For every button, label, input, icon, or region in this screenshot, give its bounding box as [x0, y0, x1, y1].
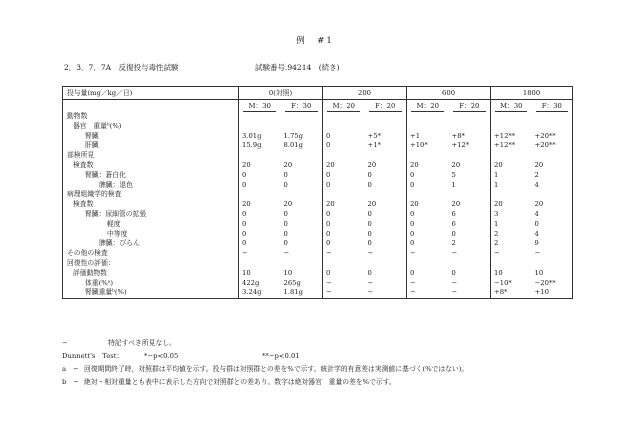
table-cell [239, 259, 281, 269]
row-label: 腎臓：尿細管の拡張 [85, 209, 147, 218]
table-cell: 6 [451, 209, 456, 218]
table-cell: 20 [491, 200, 532, 210]
table-cell [407, 259, 449, 269]
table-cell: +1* [367, 141, 381, 150]
table-cell: +12** [491, 132, 532, 142]
table-cell: 0 [451, 268, 456, 277]
table-cell: 10 [283, 268, 293, 277]
table-cell [449, 190, 491, 200]
table-row [63, 171, 573, 181]
row-label: 回復性の評価： [67, 258, 115, 267]
table-cell: − [239, 249, 281, 259]
row-label: 部検所見 [67, 151, 95, 160]
sex-count-header: F：20 [453, 102, 486, 112]
table-cell: 20 [323, 161, 365, 171]
table-cell: +20** [534, 131, 556, 140]
table-cell [491, 112, 532, 122]
toxicity-table [62, 86, 573, 299]
sex-count-header: M：30 [495, 102, 527, 112]
table-cell: 1 [451, 180, 456, 189]
table-cell: 20 [283, 160, 293, 169]
row-label: 病理組織学的検査 [67, 190, 122, 199]
table-cell: 20 [451, 160, 461, 169]
group-header: 200 [323, 87, 407, 100]
table-cell: +10* [407, 141, 449, 151]
table-cell: 0 [323, 220, 365, 230]
table-cell [532, 190, 573, 200]
row-label: 評価動物数 [73, 268, 107, 277]
table-cell: − [367, 249, 374, 258]
table-cell: 15.9g [239, 141, 281, 151]
group-header: 1800 [491, 87, 573, 100]
table-row [63, 288, 573, 298]
table-cell: 3.01g [239, 132, 281, 142]
table-cell: 2 [451, 239, 456, 248]
sex-count-header: F：20 [369, 102, 402, 112]
table-cell: 0 [367, 209, 372, 218]
study-number: 試験番号.94214 (続き) [255, 63, 340, 72]
table-cell: 0 [323, 210, 365, 220]
table-cell [532, 122, 573, 132]
table-cell: 3 [491, 210, 532, 220]
table-cell [407, 190, 449, 200]
sex-header-row [63, 100, 573, 113]
table-cell: − [365, 288, 407, 298]
table-cell: 0 [407, 239, 449, 249]
table-row [63, 210, 573, 220]
table-cell: 20 [534, 160, 544, 169]
table-cell [365, 151, 407, 161]
table-cell: 0 [283, 170, 288, 179]
table-cell: +12** [491, 141, 532, 151]
dose-label: 投与量(mg／kg／日) [63, 87, 239, 100]
table-row [63, 181, 573, 191]
table-row [63, 151, 573, 161]
table-cell: 0 [239, 210, 281, 220]
table-cell: 0 [323, 132, 365, 142]
table-cell [323, 151, 365, 161]
table-cell: − [449, 288, 491, 298]
table-cell: 0 [534, 219, 539, 228]
table-cell: 20 [407, 161, 449, 171]
row-label: 検査数 [73, 160, 94, 169]
table-cell [239, 122, 281, 132]
table-row [63, 279, 573, 289]
table-cell: − [323, 288, 365, 298]
group-header: 600 [407, 87, 491, 100]
row-label: 腎臓重量ᵇ(%) [63, 288, 239, 298]
table-cell: 10 [534, 268, 544, 277]
table-cell: 20 [407, 200, 449, 210]
table-cell: 2 [534, 170, 539, 179]
table-cell [323, 190, 365, 200]
sex-count-header: F：30 [285, 102, 318, 112]
table-cell: 0 [239, 181, 281, 191]
table-cell: 4 [534, 229, 539, 238]
row-label: その他の検査 [67, 249, 108, 258]
table-cell [491, 259, 532, 269]
table-cell [491, 151, 532, 161]
table-cell: − [451, 249, 458, 258]
table-cell: 0 [367, 219, 372, 228]
table-cell: 0 [239, 171, 281, 181]
table-cell: 265g [283, 278, 301, 287]
table-cell: +8* [451, 131, 465, 140]
table-cell [407, 151, 449, 161]
table-cell: 0 [283, 219, 288, 228]
table-cell [239, 190, 281, 200]
table-cell: 0 [407, 230, 449, 240]
table-row [63, 230, 573, 240]
table-cell [532, 259, 573, 269]
table-cell: 10 [239, 269, 281, 279]
table-cell: 1.75g [283, 131, 303, 140]
table-cell: 0 [323, 269, 365, 279]
table-cell: 0 [367, 239, 372, 248]
table-cell: 2 [491, 239, 532, 249]
table-cell: 0 [407, 171, 449, 181]
table-cell: 0 [367, 170, 372, 179]
table-cell [323, 112, 365, 122]
table-cell [323, 259, 365, 269]
table-cell: 10 [491, 269, 532, 279]
table-cell: 8.01g [283, 141, 303, 150]
table-cell [281, 190, 323, 200]
table-cell [365, 190, 407, 200]
table-cell [449, 259, 491, 269]
table-cell [449, 122, 491, 132]
table-cell: 2 [491, 230, 532, 240]
table-row [63, 132, 573, 142]
table-cell: − [283, 249, 290, 258]
table-cell: − [407, 279, 449, 289]
row-label: 脾臓：びらん [99, 239, 140, 248]
footnotes [62, 337, 468, 389]
table-cell [449, 112, 491, 122]
table-cell: − [491, 249, 532, 259]
table-cell: 0 [283, 239, 288, 248]
table-cell [449, 151, 491, 161]
table-cell: +10 [532, 288, 573, 298]
table-cell: 3.24g [239, 288, 281, 298]
table-cell: 422g [239, 279, 281, 289]
table-cell: +12* [451, 141, 470, 150]
sex-count-header: F：30 [536, 102, 568, 112]
table-cell: +20** [534, 141, 556, 150]
table-cell: 0 [323, 141, 365, 151]
table-cell [407, 122, 449, 132]
table-cell [281, 259, 323, 269]
row-label: 腎臓：蒼白化 [85, 170, 126, 179]
table-cell: 0 [367, 180, 372, 189]
table-cell: 1 [491, 181, 532, 191]
row-label: 体重(%ᵃ) [85, 278, 113, 287]
table-cell [365, 259, 407, 269]
table-cell [491, 122, 532, 132]
table-row [63, 161, 573, 171]
table-cell: 4 [534, 180, 539, 189]
page-title: 例 #1 [296, 36, 334, 46]
table-cell: 20 [283, 200, 293, 209]
row-label: 脾臓：退色 [99, 180, 133, 189]
table-cell: 0 [323, 181, 365, 191]
table-cell: 20 [323, 200, 365, 210]
table-cell: −20** [534, 278, 556, 287]
table-row [63, 239, 573, 249]
table-row [63, 269, 573, 279]
table-cell: 0 [239, 220, 281, 230]
table-row [63, 200, 573, 210]
table-cell: 9 [534, 239, 539, 248]
row-label: 腎臓 [85, 131, 99, 140]
table-cell: +8* [491, 288, 532, 298]
table-cell [281, 151, 323, 161]
row-label: 中等度 [107, 229, 128, 238]
table-cell: − [323, 249, 365, 259]
table-cell: − [407, 249, 449, 259]
table-cell [532, 112, 573, 122]
table-row [63, 112, 573, 122]
table-cell: 20 [534, 200, 544, 209]
table-cell: 0 [407, 210, 449, 220]
table-cell [365, 112, 407, 122]
table-cell [491, 190, 532, 200]
table-cell [281, 122, 323, 132]
table-cell: 6 [451, 219, 456, 228]
table-cell: −10* [491, 279, 532, 289]
table-row [63, 259, 573, 269]
footnote-dash: − 特記すべき所見なし。 [62, 339, 176, 347]
table-header-row [63, 87, 573, 100]
table-cell: 0 [407, 269, 449, 279]
table-cell [281, 112, 323, 122]
table-cell: 5 [451, 170, 456, 179]
sex-count-header: M：30 [243, 102, 276, 112]
table-row [63, 141, 573, 151]
table-cell: 0 [283, 229, 288, 238]
table-cell: − [534, 249, 541, 258]
table-cell: 1.81g [281, 288, 323, 298]
table-cell: 0 [239, 239, 281, 249]
table-cell: − [367, 278, 374, 287]
table-cell: 20 [367, 200, 377, 209]
table-cell: − [451, 278, 458, 287]
row-label: 器官 重量ᵇ(%) [73, 121, 122, 130]
table-cell: 20 [239, 161, 281, 171]
row-label: 動物数 [67, 112, 88, 120]
table-cell [239, 112, 281, 122]
table-cell [407, 112, 449, 122]
table-cell [323, 122, 365, 132]
sex-count-header: M：20 [327, 102, 360, 112]
table-cell: − [407, 288, 449, 298]
table-cell: 20 [239, 200, 281, 210]
table-cell: 4 [534, 209, 539, 218]
footnote-a: a − 回復期間終了時，対照群は平均値を示す。投与群は対照群との差を%で示す。統計学的有意差は実測値に基づく(%ではない)。 [62, 365, 469, 373]
section-heading: 2．3．7．7A 反復投与毒性試験 [64, 63, 179, 72]
table-cell: +1 [407, 132, 449, 142]
table-cell: 1 [491, 171, 532, 181]
table-row [63, 122, 573, 132]
table-cell [532, 151, 573, 161]
table-cell: 20 [491, 161, 532, 171]
table-cell: 0 [239, 230, 281, 240]
table-row [63, 249, 573, 259]
table-cell: 0 [323, 239, 365, 249]
sex-count-header: M：20 [411, 102, 444, 112]
table-cell: 0 [323, 171, 365, 181]
table-row [63, 190, 573, 200]
row-label: 肝臓 [85, 141, 99, 150]
table-cell [365, 122, 407, 132]
table-cell: 1 [491, 220, 532, 230]
table-cell: 0 [323, 230, 365, 240]
table-cell: 0 [283, 180, 288, 189]
footnote-dunnett: Dunnett's Test： *−p<0.05 **−p<0.01 [62, 352, 300, 360]
row-label: 検査数 [73, 200, 94, 209]
table-cell: 0 [407, 181, 449, 191]
table-cell: − [323, 279, 365, 289]
table-cell: 20 [367, 160, 377, 169]
table-cell: 0 [283, 209, 288, 218]
row-label: 軽度 [107, 219, 121, 228]
table-cell: 0 [367, 229, 372, 238]
table-cell [239, 151, 281, 161]
footnote-b: b − 絶対・相対重量とも表中に表示した方向で対照群との差あり。数字は絶対器官 重量の差を%で示す。 [62, 378, 396, 386]
table-cell: 0 [451, 229, 456, 238]
table-row [63, 220, 573, 230]
table-cell: +5* [367, 131, 381, 140]
table-cell: 20 [451, 200, 461, 209]
group-header: 0(対照) [239, 87, 323, 100]
table-cell: 0 [407, 220, 449, 230]
table-cell: 0 [367, 268, 372, 277]
